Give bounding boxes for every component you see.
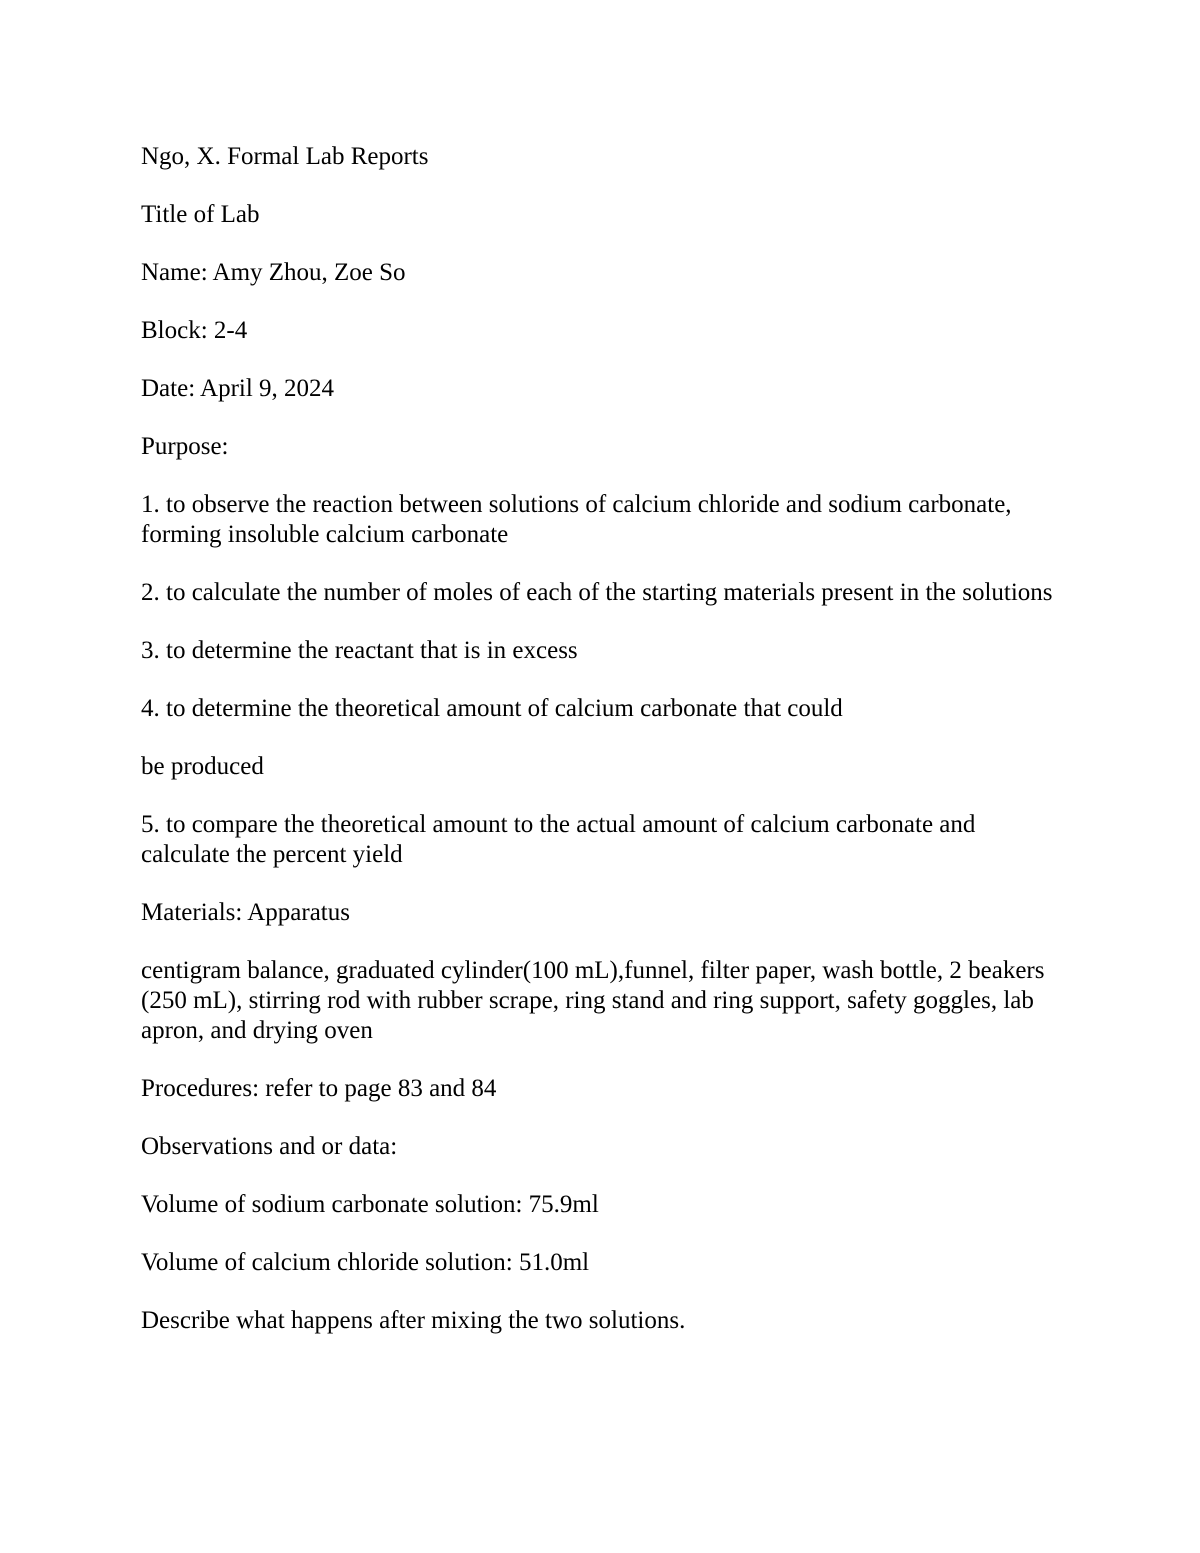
document-body	[141, 142, 1061, 1364]
date-line: Date: April 9, 2024	[141, 375, 335, 402]
observations-heading: Observations and or data:	[141, 1133, 398, 1160]
purpose-item: 5. to compare the theoretical amount to the actual amount of calcium carbonate and calculate the percent yield	[141, 811, 976, 868]
lab-title: Title of Lab	[141, 201, 260, 228]
student-names: Name: Amy Zhou, Zoe So	[141, 259, 406, 286]
purpose-item-continuation: be produced	[141, 753, 264, 780]
describe-prompt: Describe what happens after mixing the two solutions.	[141, 1307, 686, 1334]
purpose-item: 1. to observe the reaction between solutions of calcium chloride and sodium carbonate, forming insoluble calcium carbonate	[141, 491, 1012, 548]
procedures-line: Procedures: refer to page 83 and 84	[141, 1075, 497, 1102]
purpose-item: 4. to determine the theoretical amount of calcium carbonate that could	[141, 695, 843, 722]
materials-list: centigram balance, graduated cylinder(100 mL),funnel, filter paper, wash bottle, 2 beakers (250 mL), stirring rod with rubber scrape, ring stand and ring support, safety goggles, lab apron, and drying oven	[141, 957, 1045, 1044]
block-line: Block: 2-4	[141, 317, 248, 344]
report-header: Ngo, X. Formal Lab Reports	[141, 143, 429, 170]
sodium-carbonate-volume: Volume of sodium carbonate solution: 75.9ml	[141, 1191, 599, 1218]
purpose-heading: Purpose:	[141, 433, 229, 460]
purpose-item: 3. to determine the reactant that is in excess	[141, 637, 578, 664]
purpose-item: 2. to calculate the number of moles of each of the starting materials present in the solutions	[141, 579, 1053, 606]
materials-heading: Materials: Apparatus	[141, 899, 350, 926]
calcium-chloride-volume: Volume of calcium chloride solution: 51.0ml	[141, 1249, 590, 1276]
